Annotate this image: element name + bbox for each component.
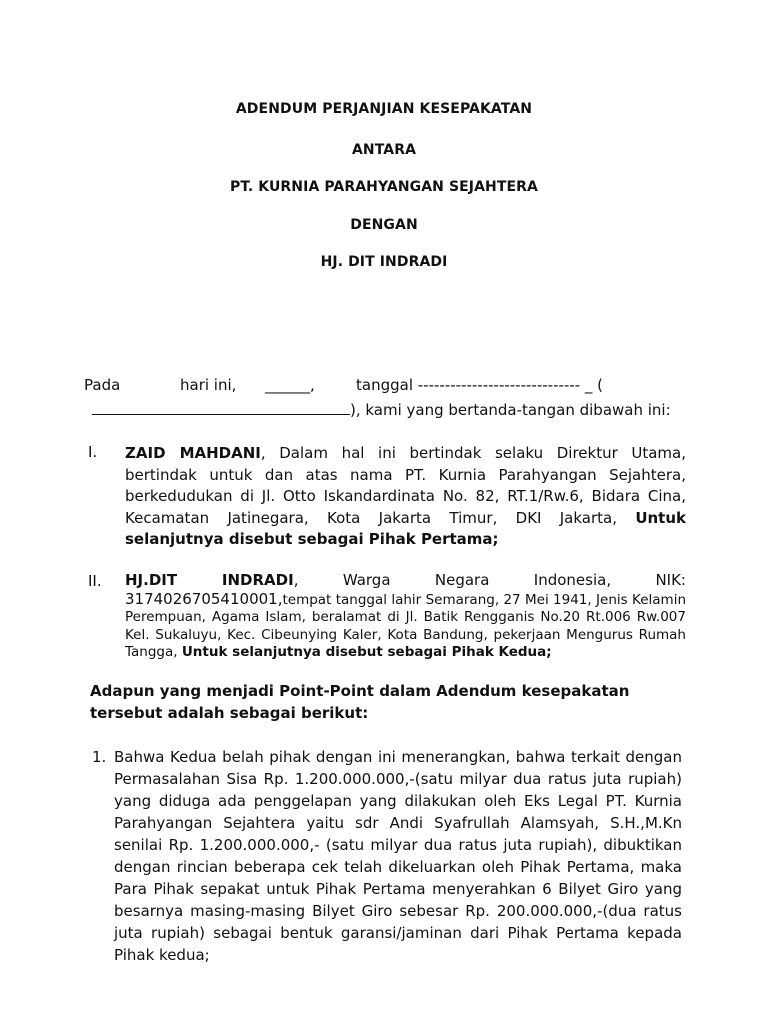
party-number: I. (88, 443, 98, 461)
opening-tanggal: tanggal ------------------------------ _ ( (356, 376, 604, 394)
points-intro: Adapun yang menjadi Point-Point dalam Adendum kesepakatan tersebut adalah sebagai berikut: (90, 682, 630, 722)
opening-line-2 (92, 400, 692, 419)
party-description (125, 572, 686, 662)
point-number: 1. (92, 748, 107, 766)
opening-hari: hari ini, (180, 376, 237, 394)
doc-title-company: PT. KURNIA PARAHYANGAN SEJAHTERA (229, 179, 538, 195)
party-designation: Untuk selanjutnya disebut sebagai Pihak Pertama; (125, 508, 686, 548)
party-number: II. (88, 572, 102, 590)
doc-title: ADENDUM PERJANJIAN KESEPAKATAN (235, 101, 533, 117)
party-text: , Dalam hal ini bertindak selaku Direktur Utama, bertindak untuk dan atas nama PT. Kurnia Parahyangan Sejahtera, berkedudukan di Jl. Otto Iskandardinata No. 82, RT.1/Rw.6, Bidara Cina, Kecamatan Jatinegara, Kota Jakarta Timur, DKI Jakarta, (125, 444, 686, 527)
doc-title-party: HJ. DIT INDRADI (320, 254, 448, 270)
opening-closing: ), kami yang bertanda-tangan dibawah ini: (350, 401, 671, 419)
party-designation: Untuk selanjutnya disebut sebagai Pihak Kedua; (181, 644, 552, 660)
doc-title-dengan: DENGAN (350, 217, 418, 233)
signature-blank-line (92, 400, 350, 415)
doc-title-antara: ANTARA (351, 142, 417, 158)
opening-pada: Pada (84, 376, 121, 394)
party-name: ZAID MAHDANI (125, 444, 261, 462)
party-text: tempat tanggal lahir Semarang, 27 Mei 1941, Jenis Kelamin Perempuan, Agama Islam, beralamat di Jl. Batik Rengganis No.20 Rt.006 Rw.007 Kel. Sukaluyu, Kec. Cibeunying Kaler, Kota Bandung, pekerjaan Mengurus Rumah Tangga, (125, 591, 686, 660)
party-description (125, 443, 686, 551)
party-name: HJ.DIT INDRADI (125, 571, 294, 589)
opening-blank: ______, (265, 376, 315, 394)
party-lead: , Warga Negara Indonesia, NIK: 3174026705410001, (125, 571, 686, 608)
point-text: Bahwa Kedua belah pihak dengan ini menerangkan, bahwa terkait dengan Permasalahan Sisa Rp. 1.200.000.000,-(satu milyar dua ratus juta rupiah) yang diduga ada penggelapan yang dilakukan oleh Eks Legal PT. Kurnia Parahyangan Sejahtera yaitu sdr Andi Syafrullah Alamsyah, S.H.,M.Kn senilai Rp. 1.200.000.000,- (satu milyar dua ratus juta rupiah), dibuktikan dengan rincian beberapa cek telah dikeluarkan oleh Pihak Pertama, maka Para Pihak sepakat untuk Pihak Pertama menyerahkan 6 Bilyet Giro yang besarnya masing-masing Bilyet Giro sebesar Rp. 200.000.000,-(dua ratus juta rupiah) sebagai bentuk garansi/jaminan dari Pihak Pertama kepada Pihak kedua; (114, 748, 682, 964)
